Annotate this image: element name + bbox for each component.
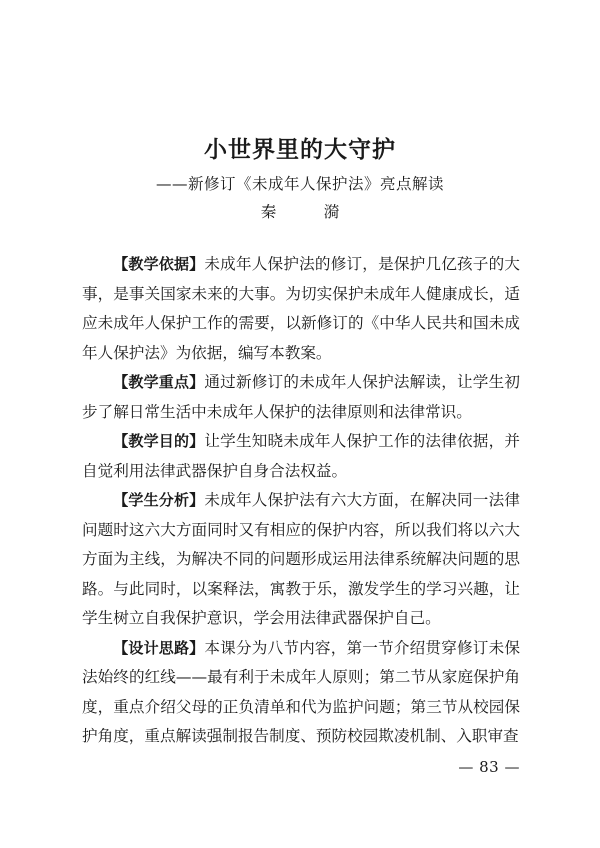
section-heading: 【教学重点】 [113,373,205,391]
section-text: 让学生知晓未成年人保护工作的法律依据，并自觉利用法律武器保护自身合法权益。 [82,432,520,480]
document-title: 小世界里的大守护 [204,136,396,163]
section-design-idea [82,634,520,752]
section-teaching-focus [82,368,520,427]
section-heading: 【学生分析】 [113,491,205,509]
section-heading: 【教学依据】 [113,255,205,273]
section-student-analysis [82,486,520,634]
author-name: 秦 漪 [260,203,356,221]
section-heading: 【设计思路】 [113,638,205,657]
section-heading: 【教学目的】 [113,432,205,450]
document-subtitle: ——新修订《未成年人保护法》亮点解读 [155,175,444,193]
section-text: 未成年人保护法有六大方面，在解决同一法律问题时这六大方面同时又有相应的保护内容，所以我们将以六大方面为主线，为解决不同的问题形成运用法律系统解决问题的思路。与此同时，以案释法，寓教于乐，激发学生的学习兴趣，让学生树立自我保护意识，学会用法律武器保护自己。 [82,491,520,627]
section-teaching-basis [82,250,520,368]
document-body [82,250,520,752]
section-text: 本课分为八节内容，第一节介绍贯穿修订未保法始终的红线——最有利于未成年人原则；第二节从家庭保护角度，重点介绍父母的正负清单和代为监护问题；第三节从校园保护角度，重点解读强制报告制度、预防校园欺凌机制、入职审查 [82,638,520,745]
section-teaching-purpose [82,427,520,486]
page-number: — 83 — [458,758,520,776]
section-text: 通过新修订的未成年人保护法解读，让学生初步了解日常生活中未成年人保护的法律原则和法律常识。 [82,373,520,421]
section-text: 未成年人保护法的修订，是保护几亿孩子的大事，是事关国家未来的大事。为切实保护未成年人健康成长，适应未成年人保护工作的需要，以新修订的《中华人民共和国未成年人保护法》为依据，编写本教案。 [82,255,520,362]
